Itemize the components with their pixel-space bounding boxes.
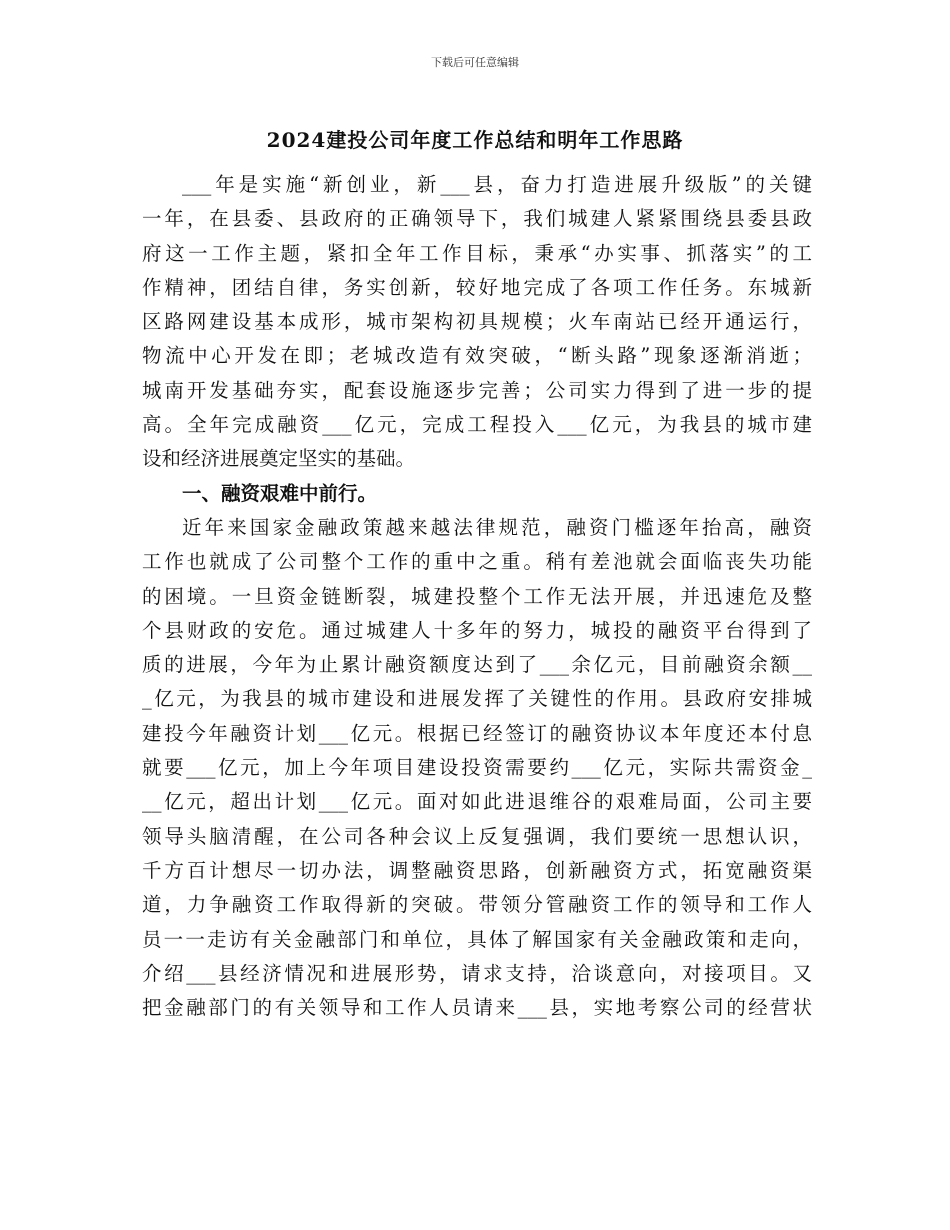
paragraph-line: ___年是实施“新创业，新___县，奋力打造进展升级版”的关键 [182, 173, 812, 196]
paragraph-line: 近年来国家金融政策越来越法律规范，融资门槛逐年抬高，融资 [182, 515, 812, 539]
paragraph-line: 质的进展，今年为止累计融资额度达到了___余亿元，目前融资余额__ [142, 653, 812, 677]
paragraph-line: 道，力争融资工作取得新的突破。带领分管融资工作的领导和工作人 [142, 893, 812, 917]
paragraph-line: 区路网建设基本成形，城市架构初具规模；火车南站已经开通运行， [142, 310, 812, 334]
paragraph-line: 设和经济进展奠定坚实的基础。 [142, 447, 416, 471]
paragraph-line: 高。全年完成融资___亿元，完成工程投入___亿元，为我县的城市建 [142, 413, 812, 437]
paragraph-line: 员一一走访有关金融部门和单位，具体了解国家有关金融政策和走向， [142, 927, 812, 951]
paragraph-line: 作精神，团结自律，务实创新，较好地完成了各项工作任务。东城新 [142, 275, 812, 299]
paragraph-line: 工作也就成了公司整个工作的重中之重。稍有差池就会面临丧失功能 [142, 550, 812, 574]
paragraph-line: 千方百计想尽一切办法，调整融资思路，创新融资方式，拓宽融资渠 [142, 858, 812, 882]
section-heading: 一、融资艰难中前行。 [182, 481, 378, 505]
paragraph-line: 介绍___县经济情况和进展形势，请求支持，洽谈意向，对接项目。又 [142, 961, 812, 985]
page-header-note: 下载后可任意编辑 [431, 56, 519, 69]
paragraph-line: 领导头脑清醒，在公司各种会议上反复强调，我们要统一思想认识， [142, 824, 812, 848]
paragraph-line: __亿元，超出计划___亿元。面对如此进退维谷的艰难局面，公司主要 [142, 790, 812, 814]
paragraph-line: 物流中心开发在即；老城改造有效突破，“断头路”现象逐渐消逝； [142, 344, 812, 368]
paragraph-line: 就要___亿元，加上今年项目建设投资需要约___亿元，实际共需资金_ [142, 756, 812, 780]
paragraph-line: _亿元，为我县的城市建设和进展发挥了关键性的作用。县政府安排城 [142, 687, 812, 711]
paragraph-line: 建投今年融资计划___亿元。根据已经签订的融资协议本年度还本付息 [142, 721, 812, 745]
paragraph-line: 把金融部门的有关领导和工作人员请来___县，实地考察公司的经营状 [142, 996, 812, 1020]
paragraph-line: 城南开发基础夯实，配套设施逐步完善；公司实力得到了进一步的提 [142, 378, 812, 402]
paragraph-line: 一年，在县委、县政府的正确领导下，我们城建人紧紧围绕县委县政 [142, 207, 812, 231]
document-title: 2024建投公司年度工作总结和明年工作思路 [266, 128, 684, 152]
paragraph-line: 府这一工作主题，紧扣全年工作目标，秉承“办实事、抓落实”的工 [142, 241, 812, 265]
paragraph-line: 个县财政的安危。通过城建人十多年的努力，城投的融资平台得到了 [142, 618, 812, 642]
document-body [142, 168, 812, 1025]
paragraph-line: 的困境。一旦资金链断裂，城建投整个工作无法开展，并迅速危及整 [142, 584, 812, 608]
